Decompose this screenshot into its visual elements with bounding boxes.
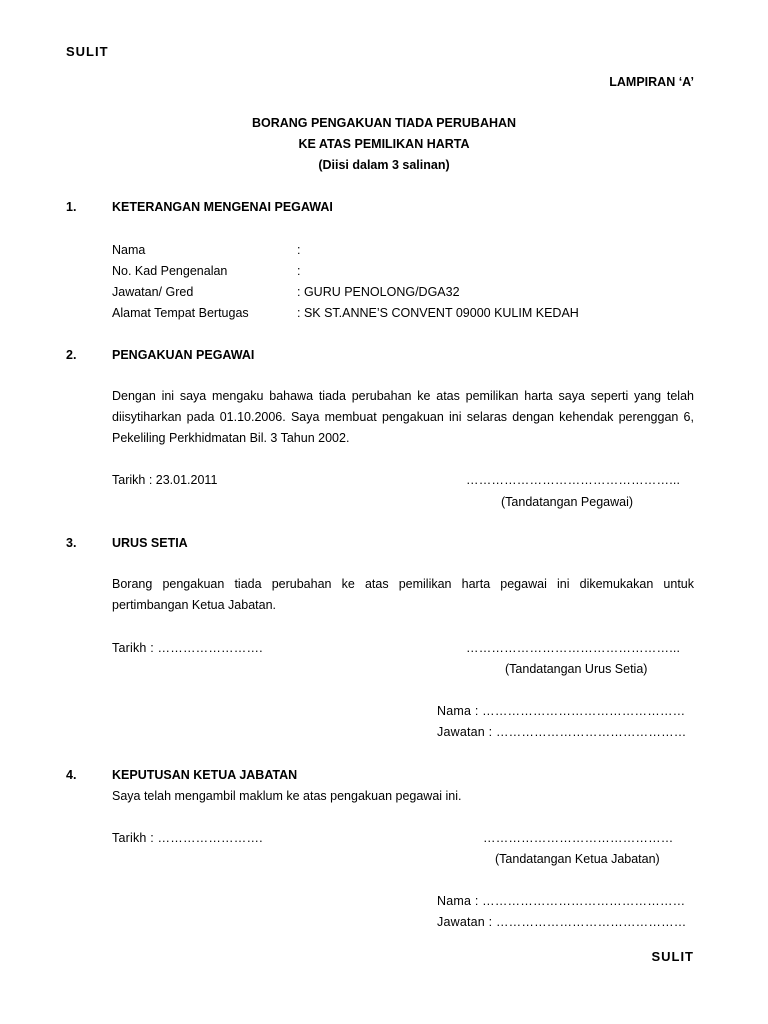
form-title-line1: BORANG PENGAKUAN TIADA PERUBAHAN [251, 116, 517, 130]
field-value-alamat[interactable]: : SK ST.ANNE’S CONVENT 09000 KULIM KEDAH [297, 306, 579, 320]
sulit-bottom-label: SULIT [651, 949, 694, 964]
form-title-line3: (Diisi dalam 3 salinan) [318, 158, 450, 172]
form-title-line2: KE ATAS PEMILIKAN HARTA [298, 137, 470, 151]
section3-signature-line[interactable]: …………………………………………... [466, 641, 681, 655]
section4-name-line[interactable]: Nama : ………………………………………… [437, 894, 686, 908]
section4-heading: KEPUTUSAN KETUA JABATAN [112, 768, 298, 782]
section1-heading: KETERANGAN MENGENAI PEGAWAI [112, 200, 333, 214]
section1-number: 1. [66, 200, 77, 214]
section4-position-line[interactable]: Jawatan : ……………………………………… [437, 915, 687, 929]
field-label-kad-pengenalan: No. Kad Pengenalan [112, 264, 228, 278]
section4-signature-line[interactable]: ……………………………………… [483, 831, 674, 845]
section2-signature-label: (Tandatangan Pegawai) [501, 495, 634, 509]
section4-number: 4. [66, 768, 77, 782]
section2-paragraph: Dengan ini saya mengaku bahawa tiada perubahan ke atas pemilikan harta saya seperti yang telah diisytiharkan pada 01.10.2006. Saya membuat pengakuan ini selaras dengan kehendak perenggan 6, Pekeliling Perkhidmatan Bil. 3 Tahun 2002. [112, 389, 694, 445]
section2-number: 2. [66, 348, 77, 362]
section3-paragraph: Borang pengakuan tiada perubahan ke atas pemilikan harta pegawai ini dikemukakan untuk pertimbangan Ketua Jabatan. [112, 577, 694, 612]
lampiran-label: LAMPIRAN ‘A’ [609, 75, 694, 89]
field-value-nama[interactable]: : [297, 243, 301, 257]
section3-position-line[interactable]: Jawatan : ……………………………………… [437, 725, 687, 739]
section2-heading: PENGAKUAN PEGAWAI [112, 348, 255, 362]
sulit-top-label: SULIT [66, 44, 109, 59]
section4-date[interactable]: Tarikh : ……………………. [112, 831, 263, 845]
section3-name-line[interactable]: Nama : ………………………………………… [437, 704, 686, 718]
field-label-alamat: Alamat Tempat Bertugas [112, 306, 249, 320]
section2-signature-line[interactable]: …………………………………………... [466, 473, 681, 487]
field-label-nama: Nama [112, 243, 146, 257]
field-value-jawatan-gred[interactable]: : GURU PENOLONG/DGA32 [297, 285, 460, 299]
section4-paragraph: Saya telah mengambil maklum ke atas pengakuan pegawai ini. [112, 789, 462, 803]
section2-date[interactable]: Tarikh : 23.01.2011 [112, 473, 218, 487]
section3-signature-label: (Tandatangan Urus Setia) [505, 662, 648, 676]
section3-heading: URUS SETIA [112, 536, 188, 550]
field-label-jawatan-gred: Jawatan/ Gred [112, 285, 194, 299]
field-value-kad-pengenalan[interactable]: : [297, 264, 301, 278]
section3-date[interactable]: Tarikh : ……………………. [112, 641, 263, 655]
section3-number: 3. [66, 536, 77, 550]
section4-signature-label: (Tandatangan Ketua Jabatan) [495, 852, 660, 866]
